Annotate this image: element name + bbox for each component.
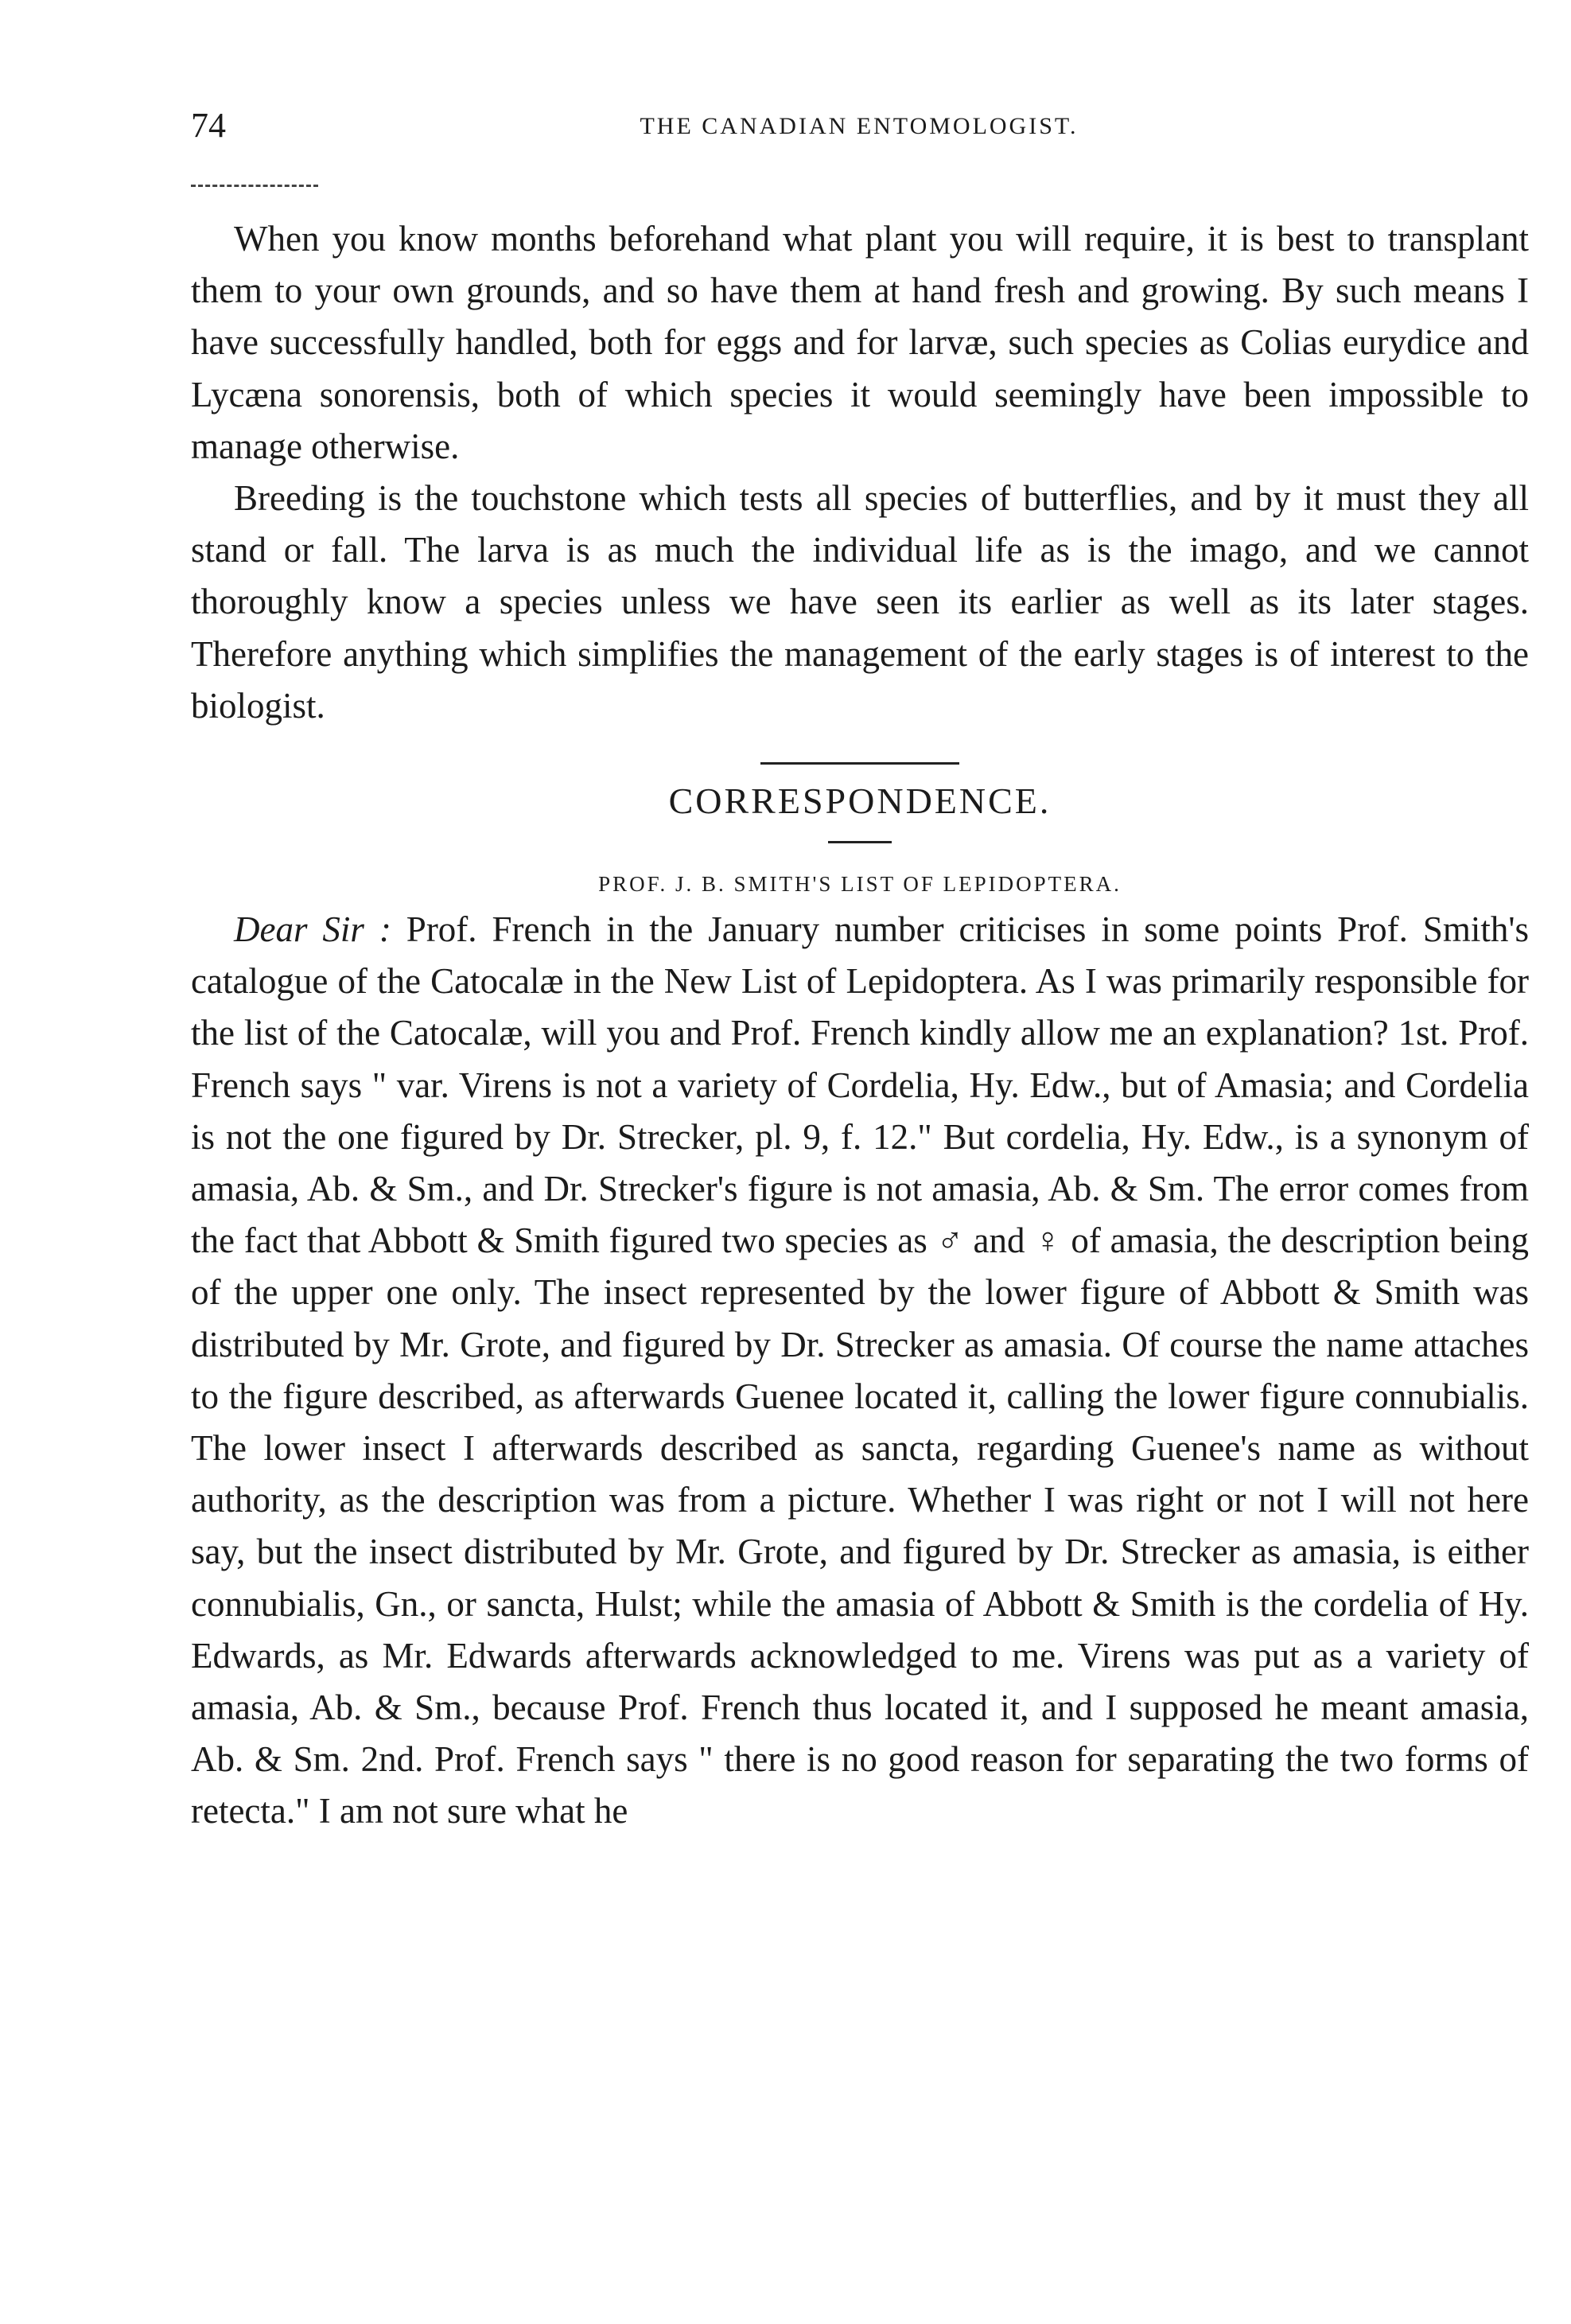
letter-subheading: PROF. J. B. SMITH'S LIST OF LEPIDOPTERA.	[598, 872, 1122, 897]
page-header	[191, 102, 1527, 158]
letter-body: Prof. French in the January number criticises in some points Prof. Smith's catalogue of the Catocalæ in the New List of Lepidoptera. As I was primarily responsible for the list of the Catocalæ, will you and Prof. French kindly allow me an explanation? 1st. Prof. French says " var. Virens is not a variety of Cordelia, Hy. Edw., but of Amasia; and Cordelia is not the one figured by Dr. Strecker, pl. 9, f. 12." But cordelia, Hy. Edw., is a synonym of amasia, Ab. & Sm., and Dr. Strecker's figure is not amasia, Ab. & Sm. The error comes from the fact that Abbott & Smith figured two species as ♂ and ♀ of amasia, the description being of the upper one only. The insect represented by the lower figure of Abbott & Smith was distributed by Mr. Grote, and figured by Dr. Strecker as amasia. Of course the name attaches to the figure described, as afterwards Guenee located it, calling the lower figure connubialis. The lower insect I afterwards described as sancta, regarding Guenee's name as without authority, as the description was from a picture. Whether I was right or not I will not here say, but the insect distributed by Mr. Grote, and figured by Dr. Strecker as amasia, is either connubialis, Gn., or sancta, Hulst; while the amasia of Abbott & Smith is the cordelia of Hy. Edwards, as Mr. Edwards afterwards acknowledged to me. Virens was put as a variety of amasia, Ab. & Sm., because Prof. French thus located it, and I supposed he meant amasia, Ab. & Sm. 2nd. Prof. French says " there is no good reason for separating the two forms of retecta." I am not sure what he	[191, 909, 1530, 1832]
salutation: Dear Sir :	[234, 909, 391, 950]
paragraph-transplanting: When you know months beforehand what plant you will require, it is best to transplant them to your own grounds, and so have them at hand fresh and growing. By such means I have successfully handled, both for eggs and for larvæ, such species as Colias eurydice and Lycæna sonorensis, both of which species it would seemingly have been impossible to manage otherwise.	[191, 219, 1529, 466]
page-number: 74	[191, 106, 226, 145]
header-dash-rule	[191, 185, 318, 189]
letter-paragraph	[191, 904, 1529, 1838]
title-underline	[828, 841, 892, 843]
section-title: CORRESPONDENCE.	[668, 781, 1052, 822]
paragraph-breeding: Breeding is the touchstone which tests all species of butterflies, and by it must they all stand or fall. The larva is as much the individual life as is the imago, and we cannot thoroughly know a species unless we have seen its earlier as well as its later stages. Therefore anything which simplifies the management of the early stages is of interest to the biologist.	[191, 478, 1529, 726]
body-text	[191, 213, 1529, 1838]
running-head: THE CANADIAN ENTOMOLOGIST.	[640, 113, 1079, 139]
section-divider	[760, 762, 959, 765]
